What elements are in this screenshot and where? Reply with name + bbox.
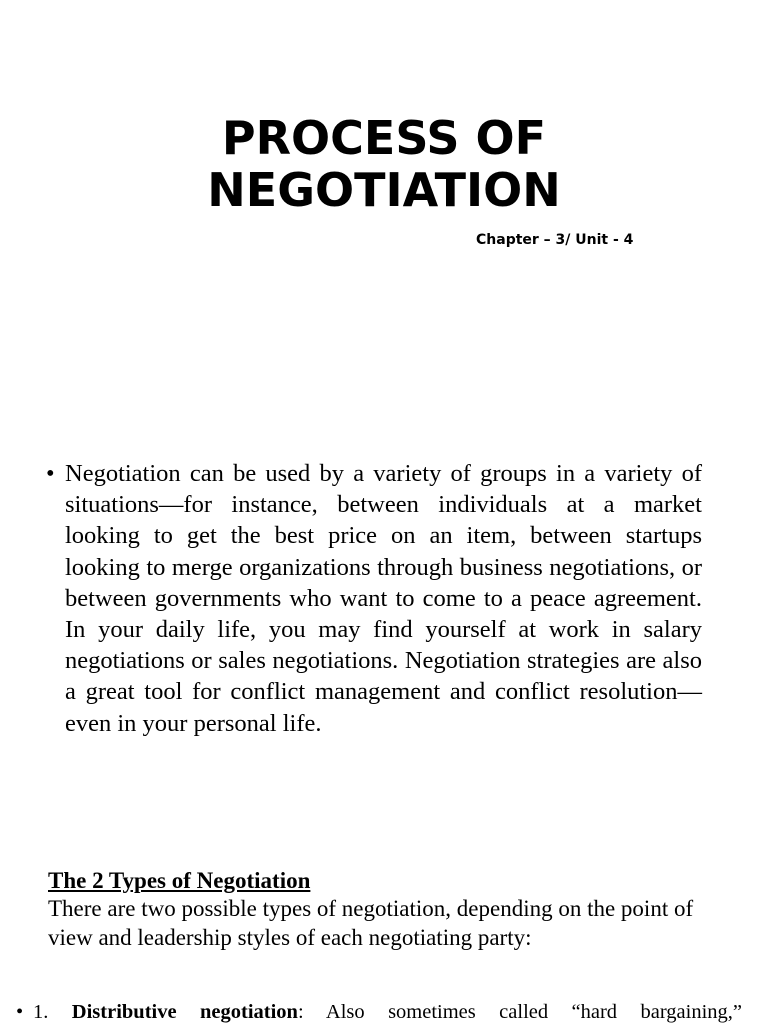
list-item-description: : Also sometimes called “hard bargaining,” — [297, 1001, 742, 1023]
list-item-text — [33, 998, 742, 1026]
section-heading: The 2 Types of Negotiation — [48, 868, 311, 893]
page-title — [0, 112, 768, 216]
bullet-icon: • — [46, 460, 55, 487]
title-line-1: PROCESS OF — [221, 111, 547, 165]
intro-text: Negotiation can be used by a variety of groups in a variety of situations—for instance, between individuals at a market looking to get the best price on an item, between startups looking to merge organizations through business negotiations, or between governments who want to come to a peace agreement. In your daily life, you may find yourself at work in salary negotiations or sales negotiations. Negotiation strategies are also a great tool for conflict management and conflict resolution—even in your personal life. — [65, 460, 702, 737]
section-intro-text: There are two possible types of negotiation, depending on the point of view and leadership styles of each negotiating party: — [48, 896, 694, 950]
bullet-icon: • — [16, 1001, 24, 1023]
list-item — [16, 998, 742, 1026]
intro-paragraph — [46, 458, 702, 739]
title-line-2: NEGOTIATION — [207, 163, 561, 217]
list-item-number: 1. — [33, 1001, 49, 1023]
chapter-subtitle: Chapter – 3/ Unit - 4 — [476, 232, 634, 248]
list-item-term: Distributive negotiation — [71, 1001, 298, 1023]
